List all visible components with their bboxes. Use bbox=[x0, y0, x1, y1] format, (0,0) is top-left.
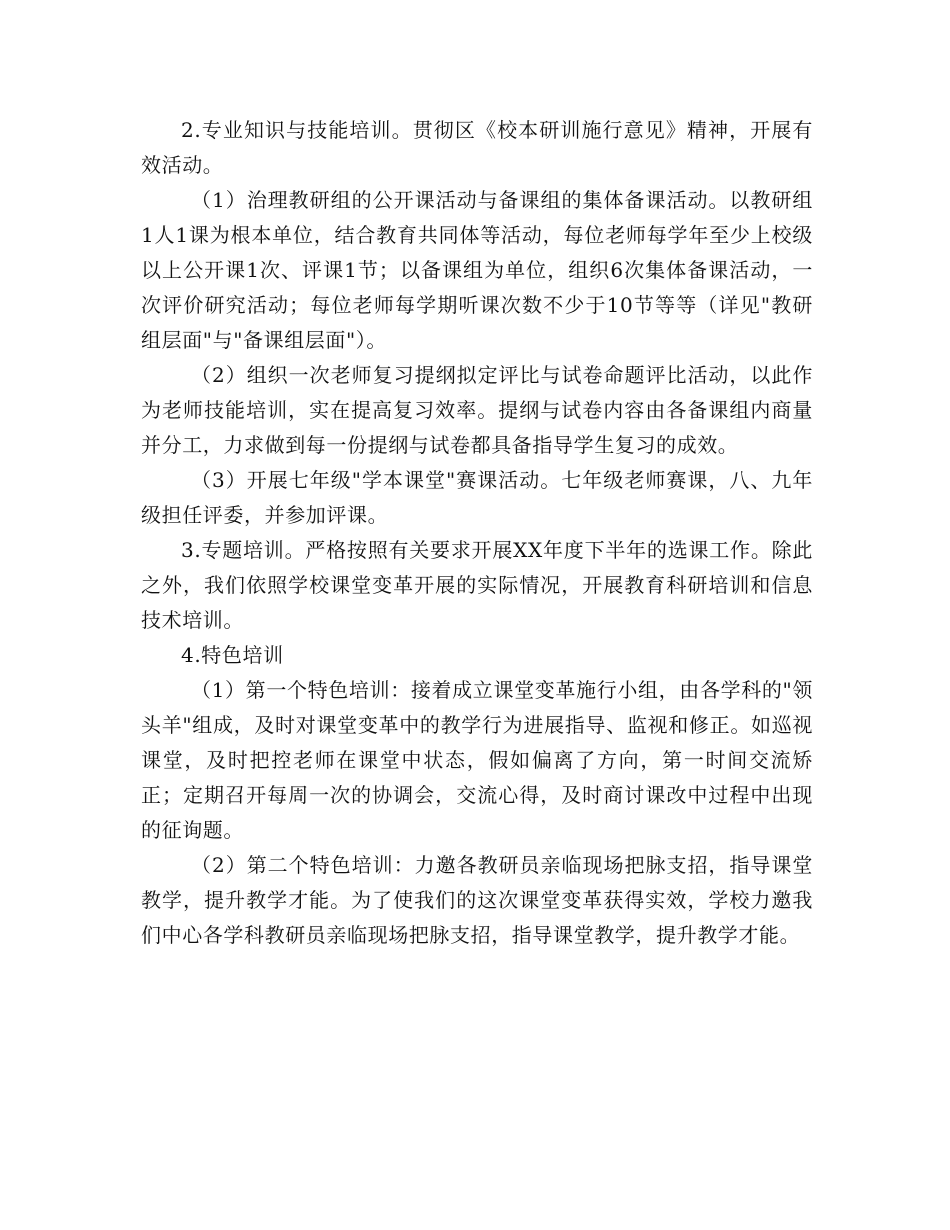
document-body bbox=[141, 113, 813, 953]
paragraph-special-training: 3.专题培训。严格按照有关要求开展XX年度下半年的选课工作。除此之外，我们依照学校课堂变革开展的实际情况，开展教育科研培训和信息技术培训。 bbox=[141, 538, 813, 632]
paragraph-featured-item-1: （1）第一个特色培训：接着成立课堂变革施行小组，由各学科的"领头羊"组成，及时对课堂变革中的教学行为进展指导、监视和修正。如巡视课堂，及时把控老师在课堂中状态，假如偏离了方向，第一时间交流矫正；定期召开每周一次的协调会，交流心得，及时商讨课改中过程中出现的征询题。 bbox=[141, 678, 813, 842]
paragraph-item-2-review-outline: （2）组织一次老师复习提纲拟定评比与试卷命题评比活动，以此作为老师技能培训，实在提高复习效率。提纲与试卷内容由各备课组内商量并分工，力求做到每一份提纲与试卷都具备指导学生复习的成效。 bbox=[141, 363, 813, 457]
paragraph-featured-training-heading: 4.特色培训 bbox=[181, 643, 284, 667]
paragraph-item-3-class-contest: （3）开展七年级"学本课堂"赛课活动。七年级老师赛课，八、九年级担任评委，并参加评课。 bbox=[141, 468, 813, 527]
paragraph-item-1-open-class: （1）治理教研组的公开课活动与备课组的集体备课活动。以教研组1人1课为根本单位，结合教育共同体等活动，每位老师每学年至少上校级以上公开课1次、评课1节；以备课组为单位，组织6次集体备课活动，一次评价研究活动；每位老师每学期听课次数不少于10节等等（详见"教研组层面"与"备课组层面"）。 bbox=[141, 188, 813, 352]
paragraph-professional-training: 2.专业知识与技能培训。贯彻区《校本研训施行意见》精神，开展有效活动。 bbox=[141, 118, 813, 177]
paragraph-featured-item-2: （2）第二个特色培训：力邀各教研员亲临现场把脉支招，指导课堂教学，提升教学才能。为了使我们的这次课堂变革获得实效，学校力邀我们中心各学科教研员亲临现场把脉支招，指导课堂教学，提升教学才能。 bbox=[141, 853, 813, 947]
